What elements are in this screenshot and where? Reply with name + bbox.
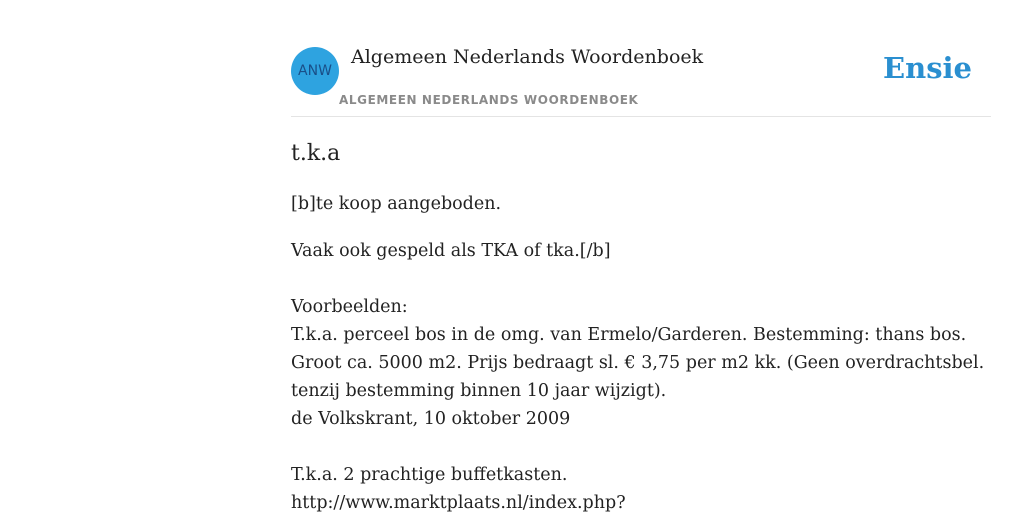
source-title[interactable]: Algemeen Nederlands Woordenboek [351, 46, 704, 68]
example-source: de Volkskrant, 10 oktober 2009 [291, 409, 571, 429]
anw-logo[interactable]: ANW [291, 47, 339, 95]
entry-definition: [b]te koop aangeboden. [291, 194, 502, 214]
example-source-link[interactable]: http://www.marktplaats.nl/index.php? [291, 493, 626, 512]
spelling-note: Vaak ook gespeld als TKA of tka.[/b] [291, 241, 611, 261]
example-text: T.k.a. 2 prachtige buffetkasten. [291, 465, 568, 485]
source-subtitle: ALGEMEEN NEDERLANDS WOORDENBOEK [339, 93, 639, 107]
source-header [291, 40, 991, 117]
spacer [291, 433, 996, 461]
examples-label: Voorbeelden: [291, 297, 408, 317]
spacer [291, 265, 996, 293]
example-text: T.k.a. perceel bos in de omg. van Ermelo/Garderen. Bestemming: thans bos. Groot ca. 5000 m2. Prijs bedraagt sl. € 3,75 per m2 kk. (Geen overdrachtsbel. tenzij bestemming binnen 10 jaar wijzigt). [291, 325, 985, 401]
entry-content [291, 138, 996, 512]
entry-title: t.k.a [291, 141, 341, 166]
ensie-logo-link[interactable]: Ensie [883, 51, 972, 85]
